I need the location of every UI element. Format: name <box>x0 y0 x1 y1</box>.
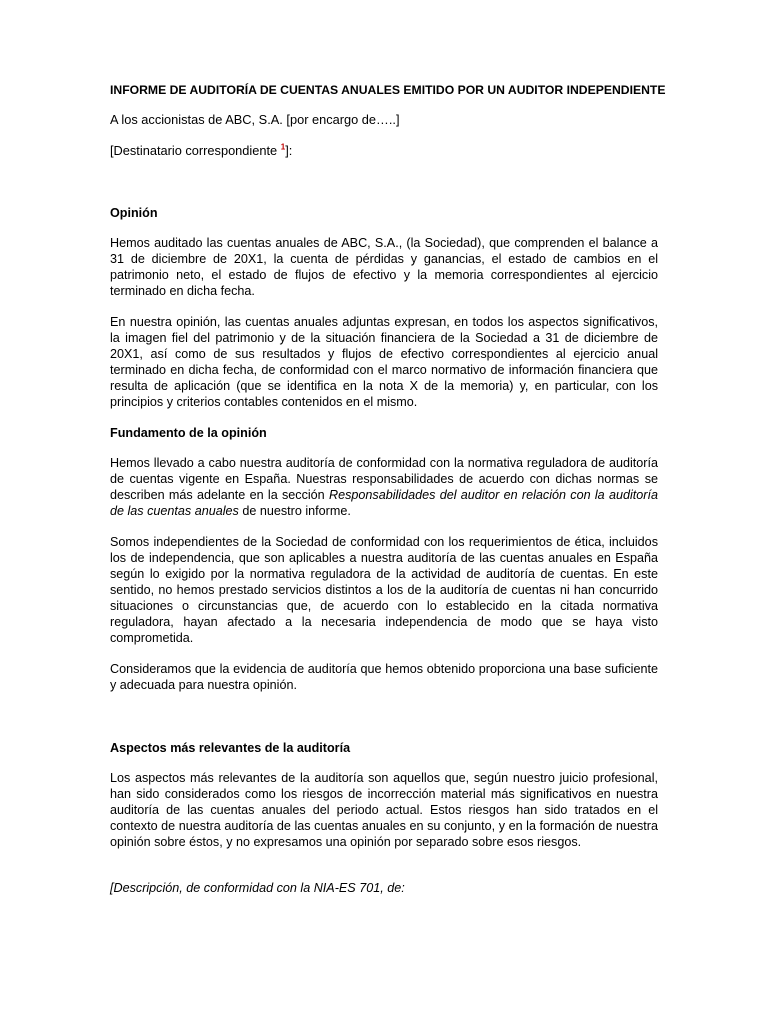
addressee-line: A los accionistas de ABC, S.A. [por encargo de…..] <box>110 112 400 127</box>
recipient-prefix: [Destinatario correspondiente <box>110 143 281 158</box>
footnote-marker: 1 <box>280 142 286 152</box>
paragraph-aspectos-1: Los aspectos más relevantes de la auditoría son aquellos que, según nuestro juicio profesional, han sido considerados como los riesgos de incorrección material más significativos en nuestra auditoría de las cuentas anuales del periodo actual. Estos riesgos han sido tratados en el contexto de nuestra auditoría de las cuentas anuales en su conjunto, y en la formación de nuestra opinión sobre éstos, y no expresamos una opinión por separado sobre esos riesgos. <box>110 771 658 849</box>
paragraph-opinion-1: Hemos auditado las cuentas anuales de ABC, S.A., (la Sociedad), que comprenden el balance a 31 de diciembre de 20X1, la cuenta de pérdidas y ganancias, el estado de cambios en el patrimonio neto, el estado de flujos de efectivo y la memoria correspondientes al ejercicio terminado en dicha fecha. <box>110 236 658 298</box>
report-title: INFORME DE AUDITORÍA DE CUENTAS ANUALES EMITIDO POR UN AUDITOR INDEPENDIENTE <box>110 83 666 97</box>
description-placeholder: [Descripción, de conformidad con la NIA-ES 701, de: <box>110 881 405 895</box>
paragraph-fundamento-1-start: Hemos llevado a cabo nuestra auditoría de conformidad con la normativa reguladora de auditoría de cuentas vigente en España. Nuestras responsabilidades de acuerdo con dichas normas se describen más adelante en la sección <box>110 456 658 502</box>
recipient-line <box>110 143 658 159</box>
paragraph-fundamento-1-end: de nuestro informe. <box>238 504 351 518</box>
section-heading-aspectos: Aspectos más relevantes de la auditoría <box>110 741 351 755</box>
paragraph-fundamento-3: Consideramos que la evidencia de auditoría que hemos obtenido proporciona una base suficiente y adecuada para nuestra opinión. <box>110 662 658 692</box>
paragraph-fundamento-1 <box>110 455 658 519</box>
section-heading-opinion: Opinión <box>110 206 158 220</box>
section-heading-fundamento: Fundamento de la opinión <box>110 426 267 440</box>
paragraph-fundamento-2: Somos independientes de la Sociedad de conformidad con los requerimientos de ética, incluidos los de independencia, que son aplicables a nuestra auditoría de las cuentas anuales en España según lo exigido por la normativa reguladora de la actividad de auditoría de cuentas. En este sentido, no hemos prestado servicios distintos a los de la auditoría de cuentas ni han concurrido situaciones o circunstancias que, de acuerdo con lo establecido en la citada normativa reguladora, hayan afectado a la necesaria independencia de modo que se haya visto comprometida. <box>110 535 658 645</box>
recipient-suffix: ]: <box>285 143 293 158</box>
paragraph-opinion-2: En nuestra opinión, las cuentas anuales adjuntas expresan, en todos los aspectos significativos, la imagen fiel del patrimonio y de la situación financiera de la Sociedad a 31 de diciembre de 20X1, así como de sus resultados y flujos de efectivo correspondientes al ejercicio anual terminado en dicha fecha, de conformidad con el marco normativo de información financiera que resulta de aplicación (que se identifica en la nota X de la memoria) y, en particular, con los principios y criterios contables contenidos en el mismo. <box>110 315 658 409</box>
responsibilities-section-reference: Responsabilidades del auditor en relación con la auditoría de las cuentas anuales <box>110 488 658 518</box>
document-page <box>110 82 666 896</box>
